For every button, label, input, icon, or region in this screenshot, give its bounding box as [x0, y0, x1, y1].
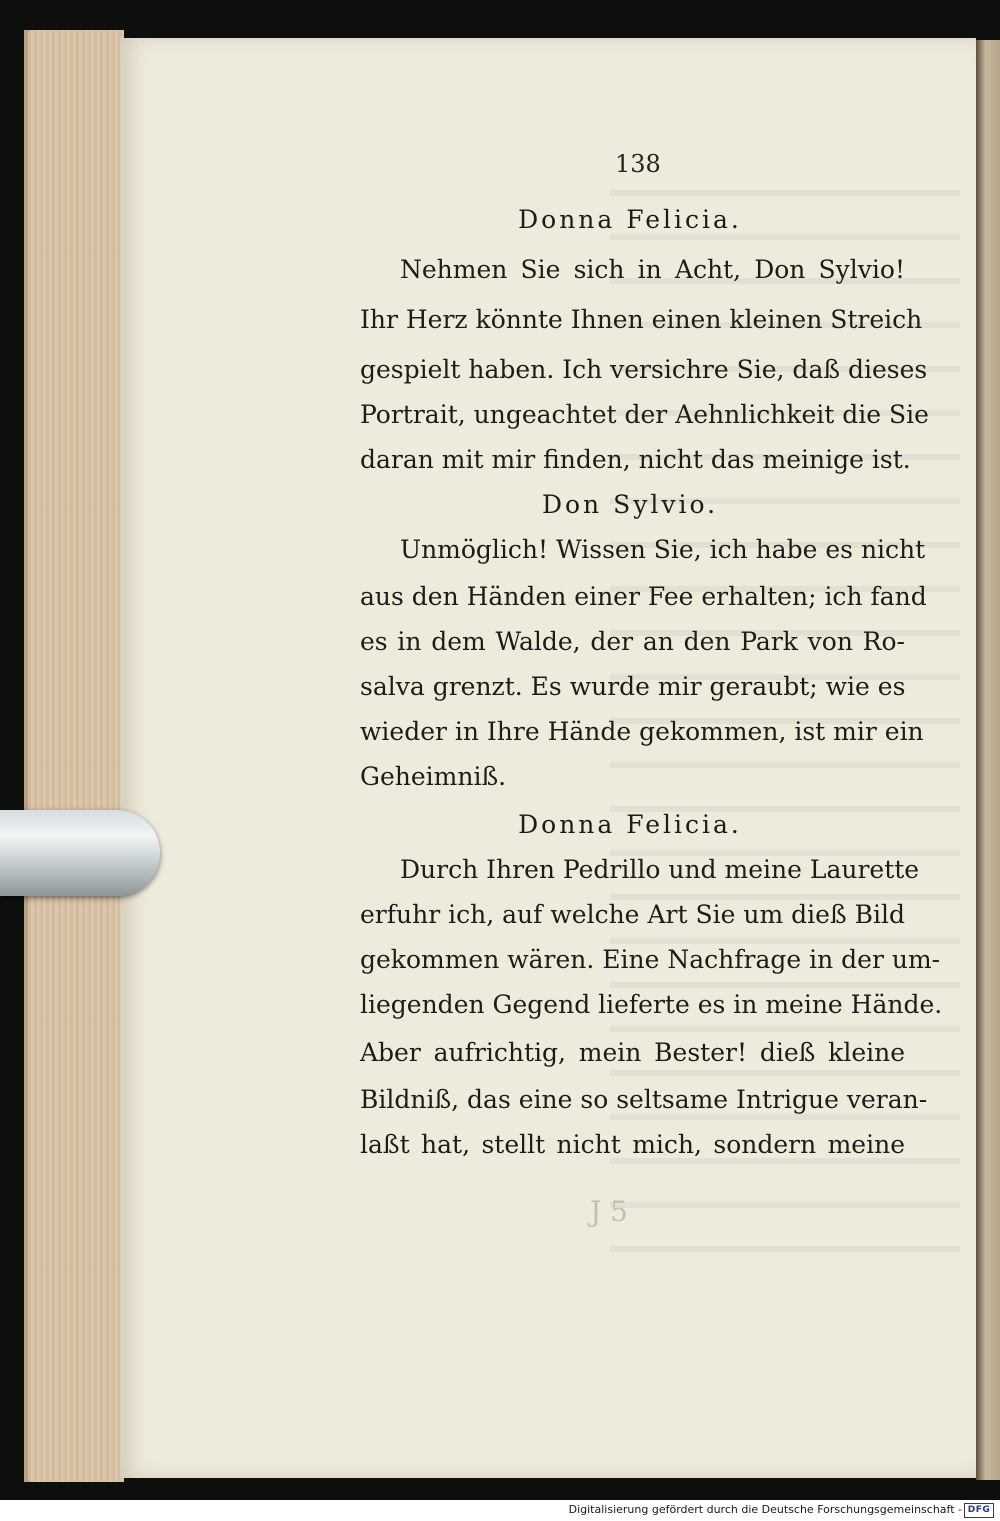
page-number: 138 [615, 150, 661, 178]
text-line: es in dem Walde, der an den Park von Ro- [360, 627, 905, 656]
text-line: Bildniß, das eine so seltsame Intrigue veran- [360, 1085, 928, 1114]
text-line: Portrait, ungeachtet der Aehnlichkeit die Sie [360, 400, 929, 429]
text-line: Ihr Herz könnte Ihnen einen kleinen Streich [360, 305, 923, 334]
signature-mark: J 5 [590, 1195, 628, 1228]
text-line: Nehmen Sie sich in Acht, Don Sylvio! [400, 255, 905, 284]
text-line: gespielt haben. Ich versichre Sie, daß dieses [360, 355, 928, 384]
facing-page-edge [976, 40, 1000, 1480]
page-holder-clip [0, 810, 160, 896]
text-line: liegenden Gegend lieferte es in meine Hände. [360, 990, 943, 1019]
text-line: Geheimniß. [360, 762, 507, 791]
text-line: Unmöglich! Wissen Sie, ich habe es nicht [400, 535, 926, 564]
page-block-edge [28, 30, 124, 1482]
speaker-heading: Don Sylvio. [541, 490, 719, 519]
text-line: laßt hat, stellt nicht mich, sondern meine [360, 1130, 905, 1159]
speaker-heading: Donna Felicia. [518, 810, 742, 839]
text-line: wieder in Ihre Hände gekommen, ist mir ein [360, 717, 924, 746]
text-line: Durch Ihren Pedrillo und meine Laurette [400, 855, 920, 884]
dfg-logo: DFG [964, 1503, 994, 1518]
text-line: daran mit mir finden, nicht das meinige ist. [360, 445, 911, 474]
text-line: erfuhr ich, auf welche Art Sie um dieß Bild [360, 900, 905, 929]
funding-credit: Digitalisierung gefördert durch die Deutsche Forschungsgemeinschaft - [568, 1503, 962, 1516]
text-line: gekommen wären. Eine Nachfrage in der um- [360, 945, 941, 974]
text-line: Aber aufrichtig, mein Bester! dieß kleine [360, 1038, 905, 1067]
text-line: salva grenzt. Es wurde mir geraubt; wie es [360, 672, 906, 701]
text-line: aus den Händen einer Fee erhalten; ich fand [360, 582, 927, 611]
speaker-heading: Donna Felicia. [518, 205, 742, 234]
